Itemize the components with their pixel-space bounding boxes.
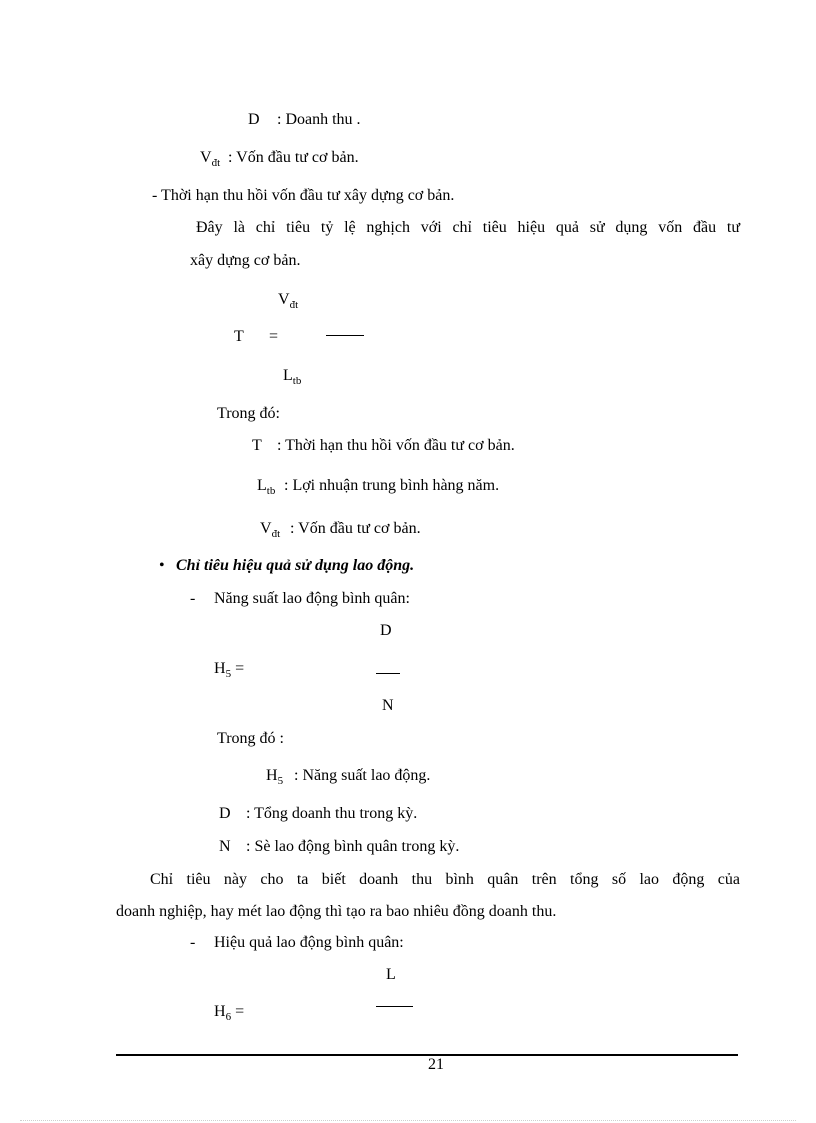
var-ltb: $L_{tb}$ xyxy=(257,477,276,497)
formula-h6-fraction-bar xyxy=(376,1006,413,1007)
def-ltb: : Lợi nhuận trung bình hàng năm. xyxy=(284,477,500,494)
def-vdt: : Vốn đầu tư cơ bản. xyxy=(228,149,359,166)
paragraph-line: Chỉ tiêu này cho ta biết doanh thu bình quân trên tổng số lao động của xyxy=(150,871,740,888)
var-n: N xyxy=(219,838,231,855)
formula-h6-numerator: L xyxy=(386,966,396,983)
dash-marker: - xyxy=(190,590,196,607)
var-vdt-2: $V_{đt}$ xyxy=(260,520,281,540)
bullet-icon: • xyxy=(159,557,165,574)
def-n: : Sè lao động bình quân trong kỳ. xyxy=(246,838,460,855)
paragraph-line: xây dựng cơ bản. xyxy=(190,252,301,269)
def-vdt-2: : Vốn đầu tư cơ bản. xyxy=(290,520,421,537)
heading-productivity: Năng suất lao động bình quân: xyxy=(214,590,410,607)
def-h5: : Năng suất lao động. xyxy=(294,767,431,784)
page-edge-divider xyxy=(20,1120,796,1121)
formula-t-numerator: $V_{đt}$ xyxy=(278,291,299,311)
var-t: T xyxy=(252,437,262,454)
paragraph-line: doanh nghiệp, hay mét lao động thì tạo ra bao nhiêu đồng doanh thu. xyxy=(116,903,557,920)
formula-h5-numerator: D xyxy=(380,622,392,639)
heading-labor-efficiency: Chỉ tiêu hiệu quả sử dụng lao động. xyxy=(176,557,415,574)
def-t: : Thời hạn thu hồi vốn đầu tư cơ bản. xyxy=(277,437,515,454)
formula-t-lhs: T xyxy=(234,328,244,345)
var-d-2: D xyxy=(219,805,231,822)
formula-t-fraction-bar xyxy=(326,335,364,336)
def-d-2: : Tổng doanh thu trong kỳ. xyxy=(246,805,418,822)
heading-payback: - Thời hạn thu hồi vốn đầu tư xây dựng cơ bản. xyxy=(152,187,455,204)
dash-marker: - xyxy=(190,934,196,951)
formula-h5-fraction-bar xyxy=(376,673,400,674)
footer-rule xyxy=(116,1054,738,1056)
where-label: Trong đó: xyxy=(217,405,280,422)
var-h5: $H_5$ xyxy=(266,767,284,787)
page-number: 21 xyxy=(428,1056,444,1073)
formula-t-equals: = xyxy=(269,328,279,345)
formula-h5-denominator: N xyxy=(382,697,394,714)
formula-h5-lhs: $H_5$ = xyxy=(214,660,245,680)
var-vdt: $V_{đt}$ xyxy=(200,149,221,169)
paragraph-line: Đây là chỉ tiêu tỷ lệ nghịch với chỉ tiêu hiệu quả sử dụng vốn đầu tư xyxy=(196,219,740,236)
formula-t-denominator: $L_{tb}$ xyxy=(283,367,302,387)
def-d: : Doanh thu . xyxy=(277,111,361,128)
heading-labor-efficiency-avg: Hiệu quả lao động bình quân: xyxy=(214,934,404,951)
formula-h6-lhs: $H_6$ = xyxy=(214,1003,245,1023)
var-d: D xyxy=(248,111,260,128)
where-label: Trong đó : xyxy=(217,730,284,747)
